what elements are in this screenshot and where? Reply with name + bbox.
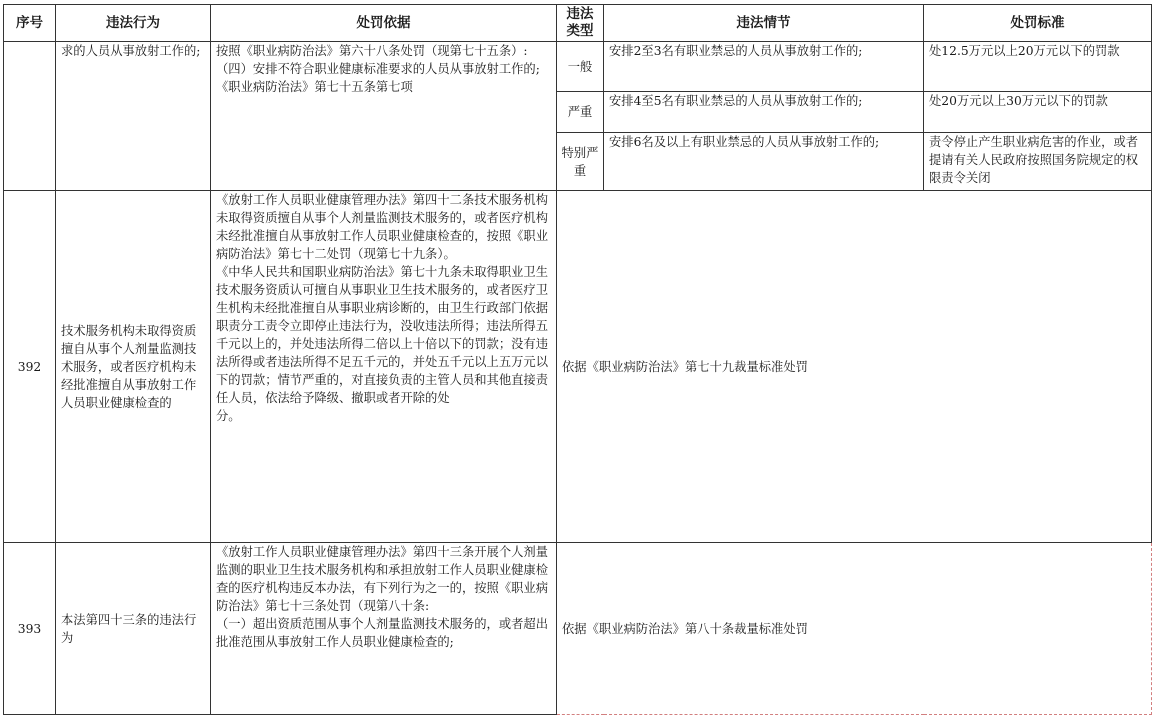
basis-paragraph: 《放射工作人员职业健康管理办法》第四十三条开展个人剂量监测的职业卫生技术服务机构和承担放射工作人员职业健康检查的医疗机构违反本办法，有下列行为之一的，按照《职业病防治法》第七十三条处罚（现第八十条: bbox=[216, 545, 549, 613]
penalty-standard-cell: 依据《职业病防治法》第七十九裁量标准处罚 bbox=[557, 191, 1152, 543]
penalty-basis-cell bbox=[211, 191, 557, 543]
violation-type-cell: 一般 bbox=[557, 42, 604, 92]
table-row bbox=[4, 191, 1152, 543]
circumstance-cell: 安排6名及以上有职业禁忌的人员从事放射工作的; bbox=[604, 133, 924, 191]
violation-type-cell: 严重 bbox=[557, 92, 604, 133]
basis-paragraph: 《中华人民共和国职业病防治法》第七十九条未取得职业卫生技术服务资质认可擅自从事职业卫生技术服务的，或者医疗卫生机构未经批准擅自从事职业病诊断的，由卫生行政部门依据职责分工责令立即停止违法行为，没收违法所得；违法所得五千元以上的，并处违法所得二倍以上十倍以下的罚款；没有违法所得或者违法所得不足五千元的，并处五千元以上五万元以下的罚款；情节严重的，对直接负责的主管人员和其他直接责任人员，依法给予降级、撤职或者开除的处 bbox=[216, 265, 549, 405]
violation-type-cell: 特别严重 bbox=[557, 133, 604, 191]
seq-cell bbox=[4, 42, 56, 191]
basis-paragraph: 《放射工作人员职业健康管理办法》第四十二条技术服务机构未取得资质擅自从事个人剂量监测技术服务的，或者医疗机构未经批准擅自从事放射工作人员职业健康检查的，按照《职业病防治法》第七十二处罚（现第七十九条）。 bbox=[216, 193, 549, 261]
header-penalty-basis: 处罚依据 bbox=[211, 5, 557, 42]
penalty-basis-cell bbox=[211, 42, 557, 191]
basis-paragraph: （一）超出资质范围从事个人剂量监测技术服务的，或者超出批准范围从事放射工作人员职业健康检查的; bbox=[216, 617, 549, 649]
basis-paragraph: 按照《职业病防治法》第六十八条处罚（现第七十五条）:（四）安排不符合职业健康标准要求的人员从事放射工作的; bbox=[216, 44, 540, 76]
violation-act-cell: 技术服务机构未取得资质擅自从事个人剂量监测技术服务，或者医疗机构未经批准擅自从事放射工作人员职业健康检查的 bbox=[56, 191, 211, 543]
table-row bbox=[4, 42, 1152, 92]
table-header-row bbox=[4, 5, 1152, 42]
penalty-standard-cell: 依据《职业病防治法》第八十条裁量标准处罚 bbox=[557, 543, 1152, 715]
header-penalty-standard: 处罚标准 bbox=[924, 5, 1152, 42]
seq-cell: 392 bbox=[4, 191, 56, 543]
seq-cell: 393 bbox=[4, 543, 56, 715]
table-row bbox=[4, 543, 1152, 715]
header-seq: 序号 bbox=[4, 5, 56, 42]
penalty-standard-table bbox=[3, 4, 1152, 715]
violation-act-cell: 求的人员从事放射工作的; bbox=[56, 42, 211, 191]
penalty-basis-cell bbox=[211, 543, 557, 715]
header-violation-type: 违法类型 bbox=[557, 5, 604, 42]
basis-paragraph: 分。 bbox=[216, 409, 241, 423]
header-violation-act: 违法行为 bbox=[56, 5, 211, 42]
penalty-standard-cell: 处20万元以上30万元以下的罚款 bbox=[924, 92, 1152, 133]
penalty-standard-cell: 处12.5万元以上20万元以下的罚款 bbox=[924, 42, 1152, 92]
circumstance-cell: 安排4至5名有职业禁忌的人员从事放射工作的; bbox=[604, 92, 924, 133]
header-circumstance: 违法情节 bbox=[604, 5, 924, 42]
violation-act-cell: 本法第四十三条的违法行为 bbox=[56, 543, 211, 715]
circumstance-cell: 安排2至3名有职业禁忌的人员从事放射工作的; bbox=[604, 42, 924, 92]
basis-paragraph: 《职业病防治法》第七十五条第七项 bbox=[216, 80, 413, 94]
penalty-standard-cell: 责令停止产生职业病危害的作业，或者提请有关人民政府按照国务院规定的权限责令关闭 bbox=[924, 133, 1152, 191]
